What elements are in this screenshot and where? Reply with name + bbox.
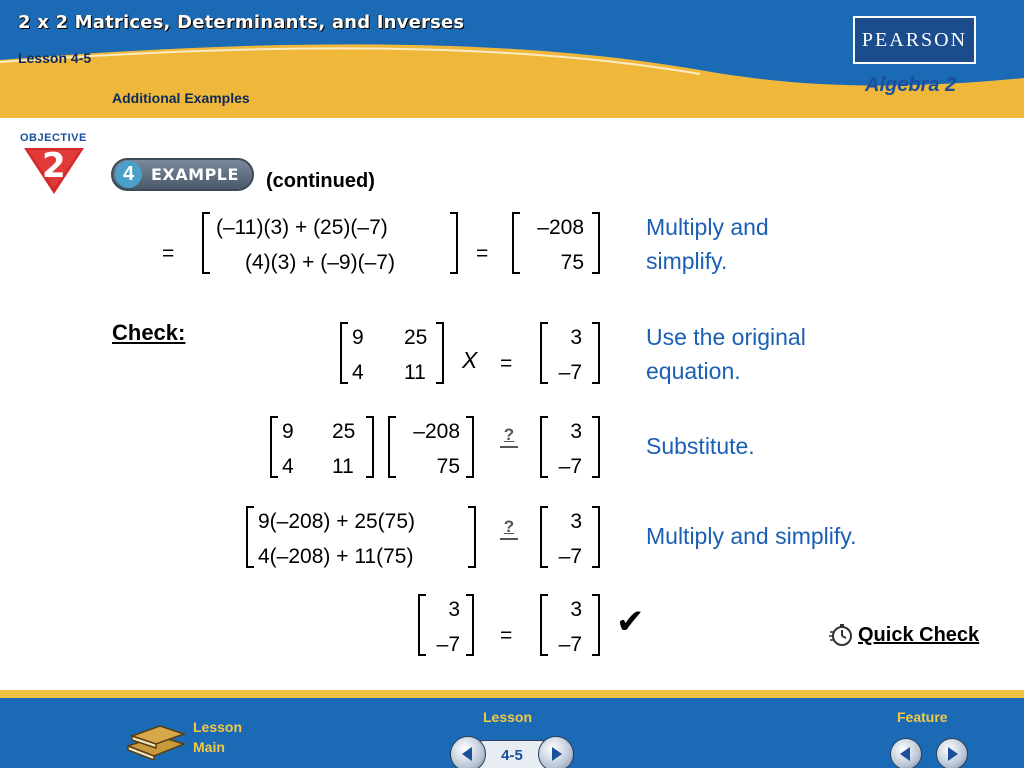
pearson-logo: PEARSON	[853, 16, 976, 64]
lesson-number: 4-5	[469, 740, 555, 768]
bracket-right	[592, 212, 600, 274]
arrow-left-icon	[462, 747, 472, 761]
vector-cell: 75	[436, 455, 460, 478]
matrix-cell: 4	[352, 361, 364, 384]
question-equals	[500, 425, 518, 448]
equals-bar	[500, 446, 518, 448]
lesson-prev-button[interactable]	[450, 736, 486, 768]
matrix-cell: 11	[332, 455, 354, 478]
note-original-equation	[646, 320, 806, 388]
bracket-right	[592, 594, 600, 656]
product-row-2: 4(–208) + 11(75)	[258, 545, 414, 568]
lesson-main-line[interactable]: Main	[193, 739, 225, 755]
equals-bar	[500, 538, 518, 540]
example-number: 4	[115, 161, 142, 188]
vector-cell: –7	[558, 455, 582, 478]
lesson-next-button[interactable]	[538, 736, 574, 768]
book-stack-icon[interactable]	[124, 716, 188, 760]
bracket-left	[540, 506, 548, 568]
vector-cell: –7	[558, 633, 582, 656]
feature-next-button[interactable]	[936, 738, 968, 768]
lesson-main-line[interactable]: Lesson	[193, 719, 243, 735]
matrix-cell: 11	[404, 361, 426, 384]
bracket-right	[592, 322, 600, 384]
bracket-right	[592, 506, 600, 568]
vector-cell: 3	[448, 598, 460, 621]
vector-cell: 3	[570, 598, 582, 621]
vector-cell: 3	[570, 420, 582, 443]
bracket-right	[466, 594, 474, 656]
note-line: equation.	[646, 358, 741, 384]
product-row-2: (4)(3) + (–9)(–7)	[245, 251, 395, 274]
variable-x: X	[462, 347, 478, 373]
matrix-cell: 4	[282, 455, 294, 478]
bracket-right	[436, 322, 444, 384]
note-line: simplify.	[646, 248, 728, 274]
bracket-left	[202, 212, 210, 274]
bracket-left	[270, 416, 278, 478]
note-line: Use the original	[646, 324, 806, 350]
example-label: EXAMPLE	[151, 165, 239, 184]
question-equals	[500, 517, 518, 540]
vector-cell: –7	[558, 361, 582, 384]
vector-cell: –208	[413, 420, 460, 443]
question-mark: ?	[503, 517, 515, 536]
bracket-left	[540, 594, 548, 656]
stopwatch-icon	[828, 622, 854, 648]
section-label: Additional Examples	[112, 90, 250, 106]
product-row-1: (–11)(3) + (25)(–7)	[216, 216, 388, 239]
product-row-1: 9(–208) + 25(75)	[258, 510, 416, 533]
page-title: 2 x 2 Matrices, Determinants, and Inverses	[18, 12, 465, 33]
bracket-left	[540, 416, 548, 478]
checkmark-icon: ✔	[616, 602, 645, 642]
quick-check-label[interactable]: Quick Check	[858, 623, 980, 646]
continued-label: (continued)	[266, 170, 375, 192]
note-multiply	[646, 210, 769, 278]
equals-sign: =	[500, 624, 513, 647]
bracket-right	[466, 416, 474, 478]
bracket-left	[512, 212, 520, 274]
vector-cell: –7	[436, 633, 460, 656]
vector-cell: –7	[558, 545, 582, 568]
quick-check-link[interactable]	[828, 622, 979, 648]
bracket-left	[340, 322, 348, 384]
arrow-right-icon	[552, 747, 562, 761]
bracket-left	[418, 594, 426, 656]
arrow-left-icon	[900, 747, 910, 761]
matrix-cell: 25	[332, 420, 356, 443]
vector-cell: 3	[570, 326, 582, 349]
arrow-right-icon	[948, 747, 958, 761]
question-mark: ?	[503, 425, 515, 444]
equals-sign: =	[476, 242, 489, 265]
bracket-right	[366, 416, 374, 478]
lesson-main-link[interactable]	[193, 717, 242, 757]
note-substitute: Substitute.	[646, 433, 755, 459]
feature-nav-label: Feature	[897, 709, 948, 725]
equals-sign: =	[500, 352, 513, 375]
header-bar	[0, 0, 1024, 118]
bracket-right	[592, 416, 600, 478]
objective-number: 2	[42, 146, 66, 186]
course-label: Algebra 2	[865, 74, 957, 96]
vector-cell: 3	[570, 510, 582, 533]
result-row-1: –208	[537, 216, 584, 239]
note-line: Multiply and	[646, 214, 769, 240]
bracket-left	[246, 506, 254, 568]
feature-prev-button[interactable]	[890, 738, 922, 768]
lesson-label: Lesson 4-5	[18, 50, 92, 66]
matrix-cell: 9	[282, 420, 294, 443]
objective-label: OBJECTIVE	[20, 132, 87, 144]
lead-equals: =	[162, 242, 175, 265]
note-multiply-simplify: Multiply and simplify.	[646, 523, 857, 549]
bracket-right	[468, 506, 476, 568]
matrix-cell: 9	[352, 326, 364, 349]
check-label: Check:	[112, 320, 186, 345]
objective-badge	[18, 132, 90, 196]
example-badge	[111, 158, 254, 191]
bracket-left	[540, 322, 548, 384]
result-row-2: 75	[560, 251, 584, 274]
matrix-cell: 25	[404, 326, 428, 349]
footer-bar	[0, 690, 1024, 768]
bracket-left	[388, 416, 396, 478]
lesson-nav-label: Lesson	[483, 709, 533, 725]
bracket-right	[450, 212, 458, 274]
